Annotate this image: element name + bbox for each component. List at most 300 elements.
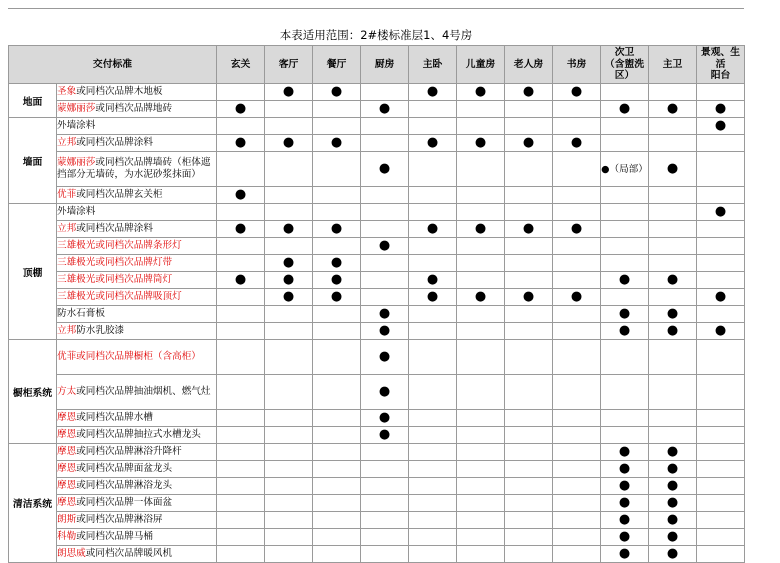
- empty-cell[interactable]: [217, 289, 265, 306]
- empty-cell[interactable]: [409, 461, 457, 478]
- empty-cell[interactable]: [649, 238, 697, 255]
- header-room-7[interactable]: 书房: [553, 46, 601, 84]
- empty-cell[interactable]: [505, 323, 553, 340]
- empty-cell[interactable]: [697, 255, 745, 272]
- empty-cell[interactable]: [217, 204, 265, 221]
- empty-cell[interactable]: [697, 529, 745, 546]
- empty-cell[interactable]: [457, 340, 505, 375]
- empty-cell[interactable]: [649, 221, 697, 238]
- header-room-2[interactable]: 餐厅: [313, 46, 361, 84]
- dot-mark-cell[interactable]: [265, 255, 313, 272]
- empty-cell[interactable]: [361, 221, 409, 238]
- dot-mark-cell[interactable]: [361, 101, 409, 118]
- empty-cell[interactable]: [601, 375, 649, 410]
- empty-cell[interactable]: [313, 495, 361, 512]
- empty-cell[interactable]: [361, 255, 409, 272]
- empty-cell[interactable]: [601, 204, 649, 221]
- dot-mark-cell[interactable]: [697, 101, 745, 118]
- item-cell[interactable]: [57, 135, 217, 152]
- empty-cell[interactable]: [553, 427, 601, 444]
- empty-cell[interactable]: [217, 495, 265, 512]
- item-cell[interactable]: [57, 118, 217, 135]
- item-cell[interactable]: [57, 410, 217, 427]
- empty-cell[interactable]: [265, 495, 313, 512]
- empty-cell[interactable]: [409, 306, 457, 323]
- empty-cell[interactable]: [697, 512, 745, 529]
- dot-mark-cell[interactable]: [553, 135, 601, 152]
- empty-cell[interactable]: [409, 323, 457, 340]
- empty-cell[interactable]: [313, 444, 361, 461]
- empty-cell[interactable]: [457, 152, 505, 187]
- dot-mark-cell[interactable]: [457, 221, 505, 238]
- empty-cell[interactable]: [649, 427, 697, 444]
- empty-cell[interactable]: [649, 204, 697, 221]
- empty-cell[interactable]: [697, 461, 745, 478]
- empty-cell[interactable]: [409, 375, 457, 410]
- dot-mark-cell[interactable]: [601, 323, 649, 340]
- empty-cell[interactable]: [553, 118, 601, 135]
- dot-mark-cell[interactable]: [217, 187, 265, 204]
- empty-cell[interactable]: [457, 204, 505, 221]
- dot-mark-cell[interactable]: [217, 135, 265, 152]
- empty-cell[interactable]: [457, 427, 505, 444]
- empty-cell[interactable]: [553, 323, 601, 340]
- empty-cell[interactable]: [505, 187, 553, 204]
- dot-mark-cell[interactable]: [505, 289, 553, 306]
- item-cell[interactable]: [57, 444, 217, 461]
- empty-cell[interactable]: [265, 410, 313, 427]
- empty-cell[interactable]: [217, 152, 265, 187]
- dot-mark-cell[interactable]: [361, 375, 409, 410]
- empty-cell[interactable]: [265, 101, 313, 118]
- item-cell[interactable]: [57, 255, 217, 272]
- empty-cell[interactable]: [457, 101, 505, 118]
- empty-cell[interactable]: [553, 478, 601, 495]
- header-room-6[interactable]: 老人房: [505, 46, 553, 84]
- dot-mark-cell[interactable]: [457, 84, 505, 101]
- dot-mark-cell[interactable]: [601, 306, 649, 323]
- empty-cell[interactable]: [649, 135, 697, 152]
- empty-cell[interactable]: [361, 461, 409, 478]
- empty-cell[interactable]: [457, 238, 505, 255]
- empty-cell[interactable]: [505, 512, 553, 529]
- item-cell[interactable]: [57, 529, 217, 546]
- empty-cell[interactable]: [505, 410, 553, 427]
- empty-cell[interactable]: [505, 375, 553, 410]
- empty-cell[interactable]: [361, 118, 409, 135]
- empty-cell[interactable]: [457, 272, 505, 289]
- empty-cell[interactable]: [601, 255, 649, 272]
- dot-mark-cell[interactable]: [457, 289, 505, 306]
- dot-mark-cell[interactable]: [265, 221, 313, 238]
- empty-cell[interactable]: [217, 118, 265, 135]
- dot-mark-cell[interactable]: [601, 512, 649, 529]
- empty-cell[interactable]: [697, 272, 745, 289]
- empty-cell[interactable]: [217, 255, 265, 272]
- dot-mark-cell[interactable]: [217, 272, 265, 289]
- item-cell[interactable]: [57, 375, 217, 410]
- dot-mark-cell[interactable]: [505, 135, 553, 152]
- empty-cell[interactable]: [361, 529, 409, 546]
- empty-cell[interactable]: [217, 306, 265, 323]
- empty-cell[interactable]: [265, 187, 313, 204]
- empty-cell[interactable]: [697, 478, 745, 495]
- empty-cell[interactable]: [553, 238, 601, 255]
- empty-cell[interactable]: [409, 495, 457, 512]
- empty-cell[interactable]: [697, 444, 745, 461]
- dot-mark-cell[interactable]: [649, 478, 697, 495]
- empty-cell[interactable]: [361, 444, 409, 461]
- empty-cell[interactable]: [649, 84, 697, 101]
- empty-cell[interactable]: [265, 427, 313, 444]
- empty-cell[interactable]: [361, 289, 409, 306]
- empty-cell[interactable]: [265, 444, 313, 461]
- empty-cell[interactable]: [697, 238, 745, 255]
- empty-cell[interactable]: [313, 323, 361, 340]
- empty-cell[interactable]: [697, 427, 745, 444]
- dot-mark-cell[interactable]: [697, 289, 745, 306]
- empty-cell[interactable]: [457, 187, 505, 204]
- empty-cell[interactable]: [553, 444, 601, 461]
- empty-cell[interactable]: [361, 478, 409, 495]
- dot-mark-cell[interactable]: [313, 221, 361, 238]
- empty-cell[interactable]: [649, 187, 697, 204]
- empty-cell[interactable]: [553, 187, 601, 204]
- dot-mark-cell[interactable]: [505, 221, 553, 238]
- empty-cell[interactable]: [265, 306, 313, 323]
- empty-cell[interactable]: [697, 221, 745, 238]
- empty-cell[interactable]: [697, 495, 745, 512]
- item-cell[interactable]: [57, 495, 217, 512]
- empty-cell[interactable]: [313, 427, 361, 444]
- dot-mark-cell[interactable]: [649, 444, 697, 461]
- empty-cell[interactable]: [217, 529, 265, 546]
- empty-cell[interactable]: [217, 444, 265, 461]
- empty-cell[interactable]: [505, 101, 553, 118]
- item-cell[interactable]: [57, 427, 217, 444]
- empty-cell[interactable]: [313, 187, 361, 204]
- dot-mark-cell[interactable]: [601, 478, 649, 495]
- empty-cell[interactable]: [553, 461, 601, 478]
- empty-cell[interactable]: [505, 529, 553, 546]
- empty-cell[interactable]: [505, 238, 553, 255]
- header-room-8[interactable]: 次卫 （含盥洗区）: [601, 46, 649, 84]
- empty-cell[interactable]: [265, 461, 313, 478]
- empty-cell[interactable]: [217, 238, 265, 255]
- empty-cell[interactable]: [361, 272, 409, 289]
- empty-cell[interactable]: [601, 118, 649, 135]
- dot-mark-cell[interactable]: [265, 289, 313, 306]
- dot-mark-cell[interactable]: [649, 323, 697, 340]
- empty-cell[interactable]: [553, 375, 601, 410]
- empty-cell[interactable]: [601, 187, 649, 204]
- empty-cell[interactable]: [649, 289, 697, 306]
- empty-cell[interactable]: [457, 495, 505, 512]
- dot-mark-cell[interactable]: [649, 512, 697, 529]
- item-cell[interactable]: [57, 221, 217, 238]
- empty-cell[interactable]: [505, 444, 553, 461]
- header-standard[interactable]: 交付标准: [9, 46, 217, 84]
- empty-cell[interactable]: [361, 84, 409, 101]
- empty-cell[interactable]: [553, 204, 601, 221]
- dot-mark-cell[interactable]: [217, 221, 265, 238]
- empty-cell[interactable]: [409, 478, 457, 495]
- dot-mark-cell[interactable]: [601, 495, 649, 512]
- item-cell[interactable]: [57, 478, 217, 495]
- empty-cell[interactable]: [649, 118, 697, 135]
- empty-cell[interactable]: [313, 101, 361, 118]
- item-cell[interactable]: [57, 152, 217, 187]
- empty-cell[interactable]: [313, 529, 361, 546]
- empty-cell[interactable]: [313, 118, 361, 135]
- category-cell[interactable]: 地面: [9, 84, 57, 118]
- dot-mark-cell[interactable]: [409, 84, 457, 101]
- empty-cell[interactable]: [601, 221, 649, 238]
- empty-cell[interactable]: [601, 238, 649, 255]
- empty-cell[interactable]: [313, 461, 361, 478]
- dot-mark-cell[interactable]: [361, 152, 409, 187]
- empty-cell[interactable]: [313, 306, 361, 323]
- empty-cell[interactable]: [505, 204, 553, 221]
- category-cell[interactable]: 清洁系统: [9, 444, 57, 563]
- dot-mark-cell[interactable]: [313, 255, 361, 272]
- empty-cell[interactable]: [265, 204, 313, 221]
- empty-cell[interactable]: [361, 204, 409, 221]
- empty-cell[interactable]: [313, 478, 361, 495]
- empty-cell[interactable]: [409, 255, 457, 272]
- empty-cell[interactable]: [553, 512, 601, 529]
- item-cell[interactable]: [57, 323, 217, 340]
- empty-cell[interactable]: [361, 512, 409, 529]
- empty-cell[interactable]: [265, 478, 313, 495]
- dot-mark-cell[interactable]: [361, 323, 409, 340]
- empty-cell[interactable]: [697, 84, 745, 101]
- empty-cell[interactable]: [409, 204, 457, 221]
- dot-mark-cell[interactable]: [313, 135, 361, 152]
- dot-mark-cell[interactable]: [313, 289, 361, 306]
- item-cell[interactable]: [57, 461, 217, 478]
- empty-cell[interactable]: [601, 427, 649, 444]
- dot-mark-cell[interactable]: [601, 152, 649, 187]
- empty-cell[interactable]: [217, 84, 265, 101]
- dot-mark-cell[interactable]: [649, 101, 697, 118]
- empty-cell[interactable]: [265, 152, 313, 187]
- dot-mark-cell[interactable]: [601, 101, 649, 118]
- empty-cell[interactable]: [313, 512, 361, 529]
- empty-cell[interactable]: [553, 272, 601, 289]
- header-room-10[interactable]: 景观、生活 阳台: [697, 46, 745, 84]
- empty-cell[interactable]: [457, 323, 505, 340]
- empty-cell[interactable]: [409, 340, 457, 375]
- empty-cell[interactable]: [553, 152, 601, 187]
- empty-cell[interactable]: [313, 204, 361, 221]
- header-room-4[interactable]: 主卧: [409, 46, 457, 84]
- empty-cell[interactable]: [457, 306, 505, 323]
- item-cell[interactable]: [57, 272, 217, 289]
- dot-mark-cell[interactable]: [649, 306, 697, 323]
- item-cell[interactable]: [57, 306, 217, 323]
- empty-cell[interactable]: [265, 238, 313, 255]
- empty-cell[interactable]: [457, 118, 505, 135]
- empty-cell[interactable]: [313, 375, 361, 410]
- dot-mark-cell[interactable]: [265, 84, 313, 101]
- header-room-0[interactable]: 玄关: [217, 46, 265, 84]
- empty-cell[interactable]: [313, 340, 361, 375]
- empty-cell[interactable]: [649, 375, 697, 410]
- dot-mark-cell[interactable]: [649, 529, 697, 546]
- empty-cell[interactable]: [649, 255, 697, 272]
- empty-cell[interactable]: [361, 135, 409, 152]
- dot-mark-cell[interactable]: [457, 135, 505, 152]
- empty-cell[interactable]: [505, 427, 553, 444]
- empty-cell[interactable]: [217, 323, 265, 340]
- empty-cell[interactable]: [265, 529, 313, 546]
- dot-mark-cell[interactable]: [697, 323, 745, 340]
- empty-cell[interactable]: [457, 410, 505, 427]
- empty-cell[interactable]: [457, 478, 505, 495]
- dot-mark-cell[interactable]: [649, 461, 697, 478]
- dot-mark-cell[interactable]: [553, 84, 601, 101]
- dot-mark-cell[interactable]: [361, 410, 409, 427]
- dot-mark-cell[interactable]: [601, 444, 649, 461]
- empty-cell[interactable]: [601, 410, 649, 427]
- empty-cell[interactable]: [697, 135, 745, 152]
- category-cell[interactable]: 橱柜系统: [9, 340, 57, 444]
- empty-cell[interactable]: [697, 340, 745, 375]
- empty-cell[interactable]: [361, 495, 409, 512]
- header-room-5[interactable]: 儿童房: [457, 46, 505, 84]
- empty-cell[interactable]: [505, 272, 553, 289]
- empty-cell[interactable]: [505, 118, 553, 135]
- empty-cell[interactable]: [217, 512, 265, 529]
- dot-mark-cell[interactable]: [409, 135, 457, 152]
- empty-cell[interactable]: [409, 101, 457, 118]
- empty-cell[interactable]: [553, 529, 601, 546]
- empty-cell[interactable]: [217, 461, 265, 478]
- empty-cell[interactable]: [409, 410, 457, 427]
- item-cell[interactable]: [57, 289, 217, 306]
- empty-cell[interactable]: [505, 152, 553, 187]
- dot-mark-cell[interactable]: [649, 495, 697, 512]
- empty-cell[interactable]: [265, 375, 313, 410]
- category-cell[interactable]: 墙面: [9, 118, 57, 204]
- dot-mark-cell[interactable]: [265, 135, 313, 152]
- empty-cell[interactable]: [553, 306, 601, 323]
- empty-cell[interactable]: [505, 340, 553, 375]
- empty-cell[interactable]: [409, 427, 457, 444]
- empty-cell[interactable]: [553, 410, 601, 427]
- empty-cell[interactable]: [217, 478, 265, 495]
- empty-cell[interactable]: [409, 152, 457, 187]
- dot-mark-cell[interactable]: [601, 461, 649, 478]
- empty-cell[interactable]: [505, 495, 553, 512]
- empty-cell[interactable]: [217, 340, 265, 375]
- empty-cell[interactable]: [217, 410, 265, 427]
- empty-cell[interactable]: [697, 187, 745, 204]
- empty-cell[interactable]: [649, 410, 697, 427]
- dot-mark-cell[interactable]: [361, 306, 409, 323]
- dot-mark-cell[interactable]: [601, 272, 649, 289]
- empty-cell[interactable]: [409, 512, 457, 529]
- empty-cell[interactable]: [313, 238, 361, 255]
- item-cell[interactable]: [57, 238, 217, 255]
- dot-mark-cell[interactable]: [505, 84, 553, 101]
- dot-mark-cell[interactable]: [697, 204, 745, 221]
- item-cell[interactable]: [57, 512, 217, 529]
- header-room-1[interactable]: 客厅: [265, 46, 313, 84]
- empty-cell[interactable]: [217, 427, 265, 444]
- empty-cell[interactable]: [505, 461, 553, 478]
- empty-cell[interactable]: [553, 495, 601, 512]
- dot-mark-cell[interactable]: [553, 221, 601, 238]
- dot-mark-cell[interactable]: [601, 529, 649, 546]
- empty-cell[interactable]: [457, 529, 505, 546]
- dot-mark-cell[interactable]: [361, 340, 409, 375]
- empty-cell[interactable]: [553, 255, 601, 272]
- category-cell[interactable]: 顶棚: [9, 204, 57, 340]
- item-cell[interactable]: [57, 101, 217, 118]
- empty-cell[interactable]: [361, 187, 409, 204]
- empty-cell[interactable]: [457, 375, 505, 410]
- dot-mark-cell[interactable]: [409, 272, 457, 289]
- empty-cell[interactable]: [313, 152, 361, 187]
- item-cell[interactable]: [57, 187, 217, 204]
- dot-mark-cell[interactable]: [313, 84, 361, 101]
- dot-mark-cell[interactable]: [313, 272, 361, 289]
- empty-cell[interactable]: [505, 478, 553, 495]
- item-cell[interactable]: [57, 340, 217, 375]
- empty-cell[interactable]: [601, 289, 649, 306]
- empty-cell[interactable]: [697, 152, 745, 187]
- empty-cell[interactable]: [457, 255, 505, 272]
- dot-mark-cell[interactable]: [217, 101, 265, 118]
- empty-cell[interactable]: [505, 255, 553, 272]
- empty-cell[interactable]: [553, 340, 601, 375]
- empty-cell[interactable]: [265, 323, 313, 340]
- dot-mark-cell[interactable]: [649, 152, 697, 187]
- empty-cell[interactable]: [601, 84, 649, 101]
- empty-cell[interactable]: [553, 101, 601, 118]
- empty-cell[interactable]: [505, 306, 553, 323]
- dot-mark-cell[interactable]: [697, 118, 745, 135]
- dot-mark-cell[interactable]: [553, 289, 601, 306]
- empty-cell[interactable]: [265, 118, 313, 135]
- empty-cell[interactable]: [457, 461, 505, 478]
- empty-cell[interactable]: [409, 187, 457, 204]
- empty-cell[interactable]: [313, 410, 361, 427]
- empty-cell[interactable]: [265, 340, 313, 375]
- empty-cell[interactable]: [265, 512, 313, 529]
- dot-mark-cell[interactable]: [409, 289, 457, 306]
- empty-cell[interactable]: [409, 529, 457, 546]
- empty-cell[interactable]: [697, 306, 745, 323]
- empty-cell[interactable]: [409, 238, 457, 255]
- dot-mark-cell[interactable]: [409, 221, 457, 238]
- empty-cell[interactable]: [697, 410, 745, 427]
- item-cell[interactable]: [57, 84, 217, 101]
- empty-cell[interactable]: [601, 340, 649, 375]
- empty-cell[interactable]: [409, 118, 457, 135]
- empty-cell[interactable]: [457, 444, 505, 461]
- dot-mark-cell[interactable]: [361, 427, 409, 444]
- empty-cell[interactable]: [697, 375, 745, 410]
- dot-mark-cell[interactable]: [265, 272, 313, 289]
- empty-cell[interactable]: [457, 512, 505, 529]
- empty-cell[interactable]: [649, 340, 697, 375]
- dot-mark-cell[interactable]: [649, 272, 697, 289]
- dot-mark-cell[interactable]: [361, 238, 409, 255]
- empty-cell[interactable]: [601, 135, 649, 152]
